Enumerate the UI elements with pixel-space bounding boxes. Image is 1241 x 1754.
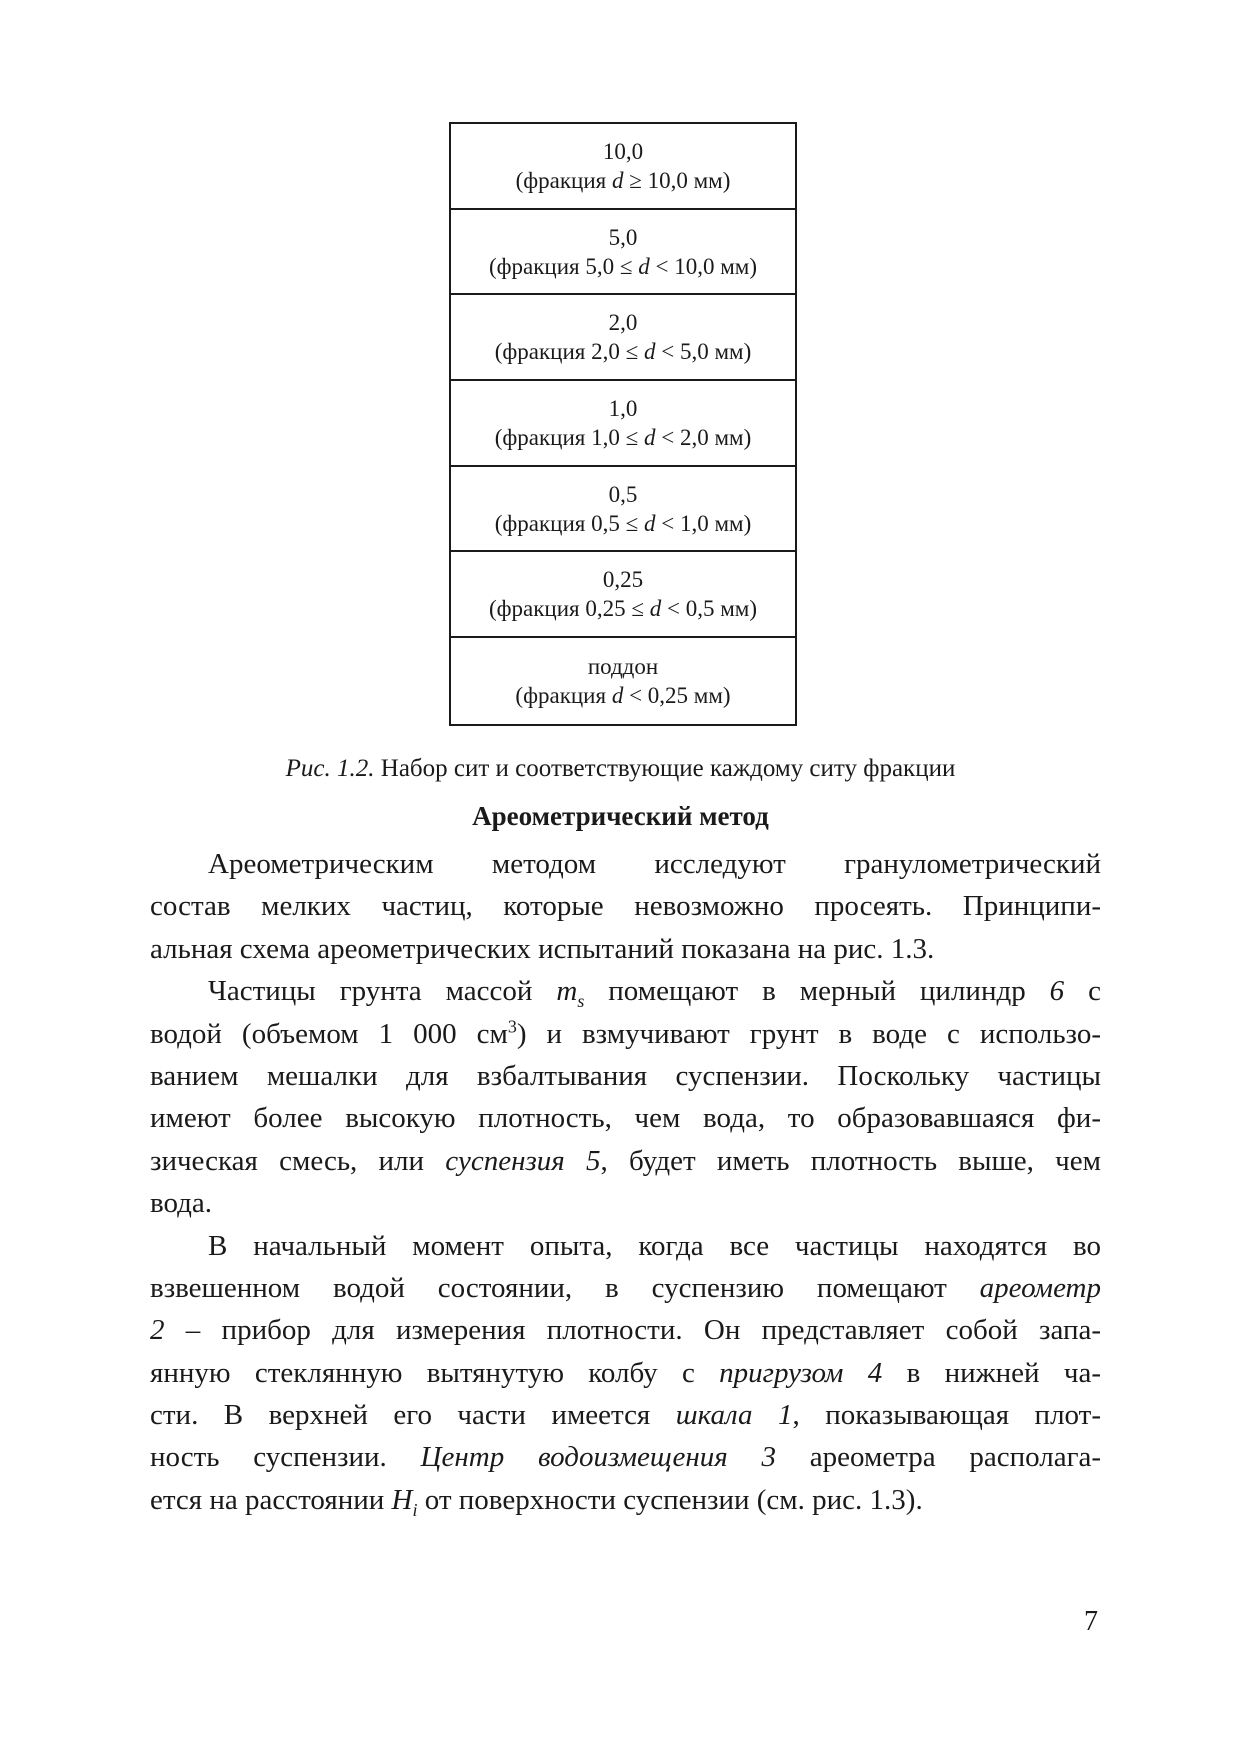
subscript: s xyxy=(577,990,585,1011)
text-run: Частицы грунта массой xyxy=(208,975,557,1008)
sieve-fraction xyxy=(489,594,757,623)
sieve-row xyxy=(451,381,795,467)
sieve-row xyxy=(451,467,795,553)
text-run: зическая смесь, или xyxy=(150,1144,446,1177)
text-run: в нижней ча- xyxy=(882,1356,1101,1389)
italic-term: шкала 1 xyxy=(675,1399,793,1432)
fraction-d: d xyxy=(612,167,624,193)
text-line xyxy=(150,843,1101,885)
fraction-prefix: (фракция 2,0 ≤ xyxy=(494,339,644,365)
text-line xyxy=(150,1436,1101,1478)
text-line xyxy=(150,1479,1101,1521)
text-line xyxy=(150,1013,1101,1055)
fraction-d: d xyxy=(644,339,656,365)
fraction-prefix: (фракция xyxy=(515,167,612,193)
body-text xyxy=(150,843,1101,1521)
page-number: 7 xyxy=(1084,1606,1098,1637)
fraction-suffix: < 0,25 мм) xyxy=(623,682,731,708)
italic-term: пригрузом 4 xyxy=(719,1356,883,1389)
text-line xyxy=(150,885,1101,927)
text-run: В начальный момент опыта, когда все частицы находятся во xyxy=(208,1229,1101,1262)
text-run: ванием мешалки для взбалтывания суспензии. Поскольку частицы xyxy=(150,1059,1101,1092)
text-line xyxy=(150,1267,1101,1309)
sieve-size: 10,0 xyxy=(602,138,644,164)
text-run: Ареометрическим методом исследуют гранулометрический xyxy=(208,848,1101,880)
sieve-size: 2,0 xyxy=(608,310,638,336)
text-line xyxy=(150,1055,1101,1097)
fraction-suffix: < 1,0 мм) xyxy=(655,510,752,536)
text-line xyxy=(150,1097,1101,1139)
fraction-d: d xyxy=(644,424,656,450)
sieve-row xyxy=(451,552,795,638)
fraction-d: d xyxy=(649,596,662,622)
fraction-prefix: (фракция 0,5 ≤ xyxy=(494,510,644,536)
text-run: альная схема ареометрических испытаний показана на рис. 1.3. xyxy=(150,932,935,965)
figure-caption xyxy=(0,754,1241,784)
text-run: вода. xyxy=(150,1187,213,1220)
text-run: водой (объемом 1 000 см xyxy=(150,1017,508,1050)
figure-caption-label: Рис. 1.2. xyxy=(285,755,375,782)
sieve-row xyxy=(451,210,795,296)
text-line xyxy=(150,1182,1101,1224)
italic-term: 6 xyxy=(1049,975,1065,1008)
text-run: сти. В верхней его части имеется xyxy=(150,1399,676,1432)
sieve-row xyxy=(451,124,795,210)
text-run: состав мелких частиц, которые невозможно просеять. Принципи- xyxy=(150,890,1101,923)
italic-term: H xyxy=(391,1483,413,1516)
text-line xyxy=(150,1352,1101,1394)
text-run: ареометра располага- xyxy=(776,1441,1102,1474)
italic-term: суспензия 5 xyxy=(445,1144,601,1177)
fraction-prefix: (фракция 0,25 ≤ xyxy=(488,596,650,622)
sieve-row xyxy=(451,638,795,724)
italic-term: 2 xyxy=(150,1314,165,1347)
fraction-suffix: < 10,0 мм) xyxy=(649,253,757,279)
paragraph xyxy=(150,1225,1101,1522)
text-run: , будет иметь плотность выше, чем xyxy=(600,1144,1101,1177)
sieve-fraction xyxy=(515,681,730,710)
fraction-suffix: ≥ 10,0 мм) xyxy=(623,167,731,193)
sieve-fraction xyxy=(489,252,757,281)
section-heading: Ареометрический метод xyxy=(472,801,769,831)
superscript: 3 xyxy=(507,1015,517,1036)
sieve-fraction xyxy=(495,509,752,538)
text-run: от поверхности суспензии (см. рис. 1.3). xyxy=(417,1483,923,1516)
text-run: взвешенном водой состоянии, в суспензию помещают xyxy=(150,1271,980,1304)
sieve-size: 5,0 xyxy=(608,224,638,250)
text-run: помещают в мерный цилиндр xyxy=(584,975,1050,1008)
sieve-size: поддон xyxy=(587,653,659,679)
text-line xyxy=(150,970,1101,1012)
subscript: i xyxy=(412,1499,418,1520)
fraction-suffix: < 0,5 мм) xyxy=(661,596,757,622)
text-run: с xyxy=(1064,975,1101,1008)
figure-caption-text: Набор сит и соответствующие каждому ситу фракции xyxy=(374,755,956,782)
fraction-prefix: (фракция 5,0 ≤ xyxy=(488,253,639,279)
fraction-d: d xyxy=(638,253,650,279)
sieve-size: 0,5 xyxy=(608,481,638,507)
fraction-prefix: (фракция 1,0 ≤ xyxy=(494,424,644,450)
fraction-d: d xyxy=(611,682,624,708)
italic-term: ареометр xyxy=(979,1271,1101,1304)
fraction-prefix: (фракция xyxy=(515,682,612,708)
fraction-d: d xyxy=(644,510,656,536)
sieve-set-figure xyxy=(449,122,797,726)
sieve-fraction xyxy=(516,166,731,195)
paragraph xyxy=(150,843,1101,970)
text-line xyxy=(150,1309,1101,1351)
text-line xyxy=(150,1394,1101,1436)
sieve-fraction xyxy=(495,423,752,452)
fraction-suffix: < 2,0 мм) xyxy=(655,424,752,450)
sieve-size: 0,25 xyxy=(602,567,644,593)
fraction-suffix: < 5,0 мм) xyxy=(655,339,752,365)
text-line xyxy=(150,928,1101,970)
sieve-fraction xyxy=(495,337,752,366)
text-run: янную стеклянную вытянутую колбу с xyxy=(150,1356,720,1389)
text-run: , показывающая плот- xyxy=(792,1399,1102,1432)
text-line xyxy=(150,1225,1101,1267)
paragraph xyxy=(150,970,1101,1224)
sieve-row xyxy=(451,295,795,381)
text-run: ) и взмучивают грунт в воде с использо- xyxy=(516,1017,1101,1050)
sieve-size: 1,0 xyxy=(608,395,638,421)
italic-term: m xyxy=(556,975,578,1008)
italic-term: Центр водоизмещения 3 xyxy=(420,1441,777,1474)
text-run: ность суспензии. xyxy=(150,1441,421,1474)
text-run: имеют более высокую плотность, чем вода, то образовавшаяся фи- xyxy=(150,1102,1101,1135)
text-line xyxy=(150,1140,1101,1182)
text-run: ется на расстоянии xyxy=(150,1483,392,1516)
text-run: – прибор для измерения плотности. Он представляет собой запа- xyxy=(164,1314,1101,1347)
